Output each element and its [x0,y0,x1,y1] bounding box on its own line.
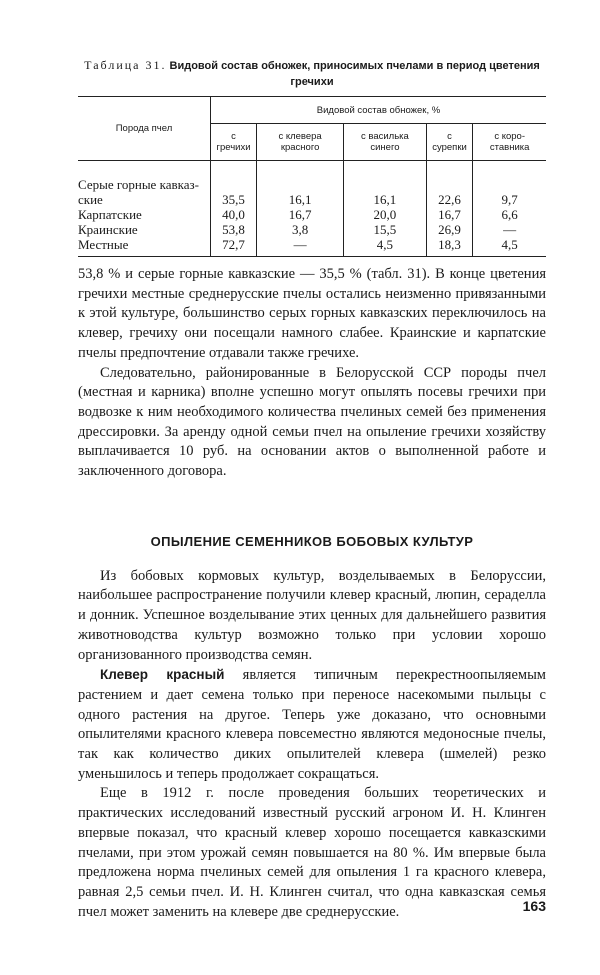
table-cell: — [473,222,546,237]
data-table [78,96,546,257]
table-row [78,237,546,257]
table-cell: 16,7 [426,207,473,222]
paragraph-4 [78,665,546,784]
table-cell: 18,3 [426,237,473,257]
table-cell: 35,5 [211,192,257,207]
table-cell: 16,7 [257,207,344,222]
section-title: ОПЫЛЕНИЕ СЕМЕННИКОВ БОБОВЫХ КУЛЬТУР [150,533,474,549]
table-cell [257,161,344,193]
paragraph-1: 53,8 % и серые горные кавказские — 35,5 % (табл. 31). В конце цветения гречихи местные среднерусские пчелы остались неизменно привязанными к этой культуре, большинство серых горных кавказских переключилось на клевер, гречиху они посещали намного слабее. Краинские и карпатские пчелы предпочтение отдавали также гречихе. [78,266,546,361]
table-cell: 72,7 [211,237,257,257]
table-cell: 16,1 [344,192,427,207]
table-cell: 20,0 [344,207,427,222]
table-cell [344,161,427,193]
table-cell: 3,8 [257,222,344,237]
row-header: Порода пчел [78,97,211,161]
paragraph-3: Из бобовых кормовых культур, возделываемых в Белоруссии, наибольшее распространение получили клевер красный, люпин, сераделла и донник. Успешное возделывание этих ценных для дальнейшего развития животноводства культур возможно только при условии хорошо организованного производства семян. [78,567,546,663]
table-title: Видовой состав обножек, приносимых пчелами в период цветения гречихи [169,60,540,88]
breed-name: ские [78,192,103,207]
table-cell: 53,8 [211,222,257,237]
table-cell: — [257,237,344,257]
table-cell: 4,5 [344,237,427,257]
table-cell: 6,6 [473,207,546,222]
table-label: Таблица 31. [84,58,167,72]
table-caption [78,58,546,90]
table-row [78,222,546,237]
column-header: с сурепки [426,124,473,161]
table-row [78,161,546,193]
paragraph-4-text: является типичным перекрестноопыляемым растением и дает семена только при переносе насекомыми пыльцы с одного растения на другое. Теперь уже доказано, что основными опылителями красного клевера повсеместно являются медоносные пчелы, так как количество диких опылителей клевера (шмелей) резко уменьшилось и теперь продолжает сокращаться. [78,667,546,782]
group-header: Видовой состав обножек, % [211,97,547,124]
column-header: с василька синего [344,124,427,161]
column-header: с гречихи [211,124,257,161]
breed-name: Местные [78,237,211,257]
paragraph-5: Еще в 1912 г. после проведения больших теоретических и практических исследований известный русский агроном И. Н. Клинген впервые показал, что красный клевер хорошо посещается кавказскими пчелами, при этом урожай семян повышается на 80 %. Им впервые была предложена норма пчелиных семей для опыления 1 га красного клевера, равная 2,5 семьи пчел. И. Н. Клинген считал, что одна кавказская семья пчел может заменить на клевере две среднерусские. [78,785,546,920]
column-header: с клевера красного [257,124,344,161]
table-cell: 15,5 [344,222,427,237]
breed-name: Серые горные кавказ- [78,177,199,192]
page-number: 163 [522,898,546,914]
column-header: с коро-ставника [473,124,546,161]
breed-name: Карпатские [78,207,142,222]
table-cell [473,161,546,193]
breed-name: Краинские [78,222,138,237]
paragraph-2: Следовательно, районированные в Белорусской ССР породы пчел (местная и карника) вполне успешно могут опылять посевы гречихи при водвозке к ним необходимого количества пчелиных семей без применения дрессировки. За аренду одной семьи пчел на опыление гречихи хозяйству выплачивается 10 руб. на основании актов о выполненной работе и заключенного договора. [78,364,546,480]
table-row [78,192,546,207]
term-bold: Клевер красный [100,667,225,683]
table-cell: 16,1 [257,192,344,207]
page-content [78,58,546,922]
table-cell [211,161,257,193]
table-cell: 4,5 [473,237,546,257]
table-cell: 26,9 [426,222,473,237]
table-cell [426,161,473,193]
table-row [78,207,546,222]
table-cell: 22,6 [426,192,473,207]
table-cell: 9,7 [473,192,546,207]
table-cell: 40,0 [211,207,257,222]
